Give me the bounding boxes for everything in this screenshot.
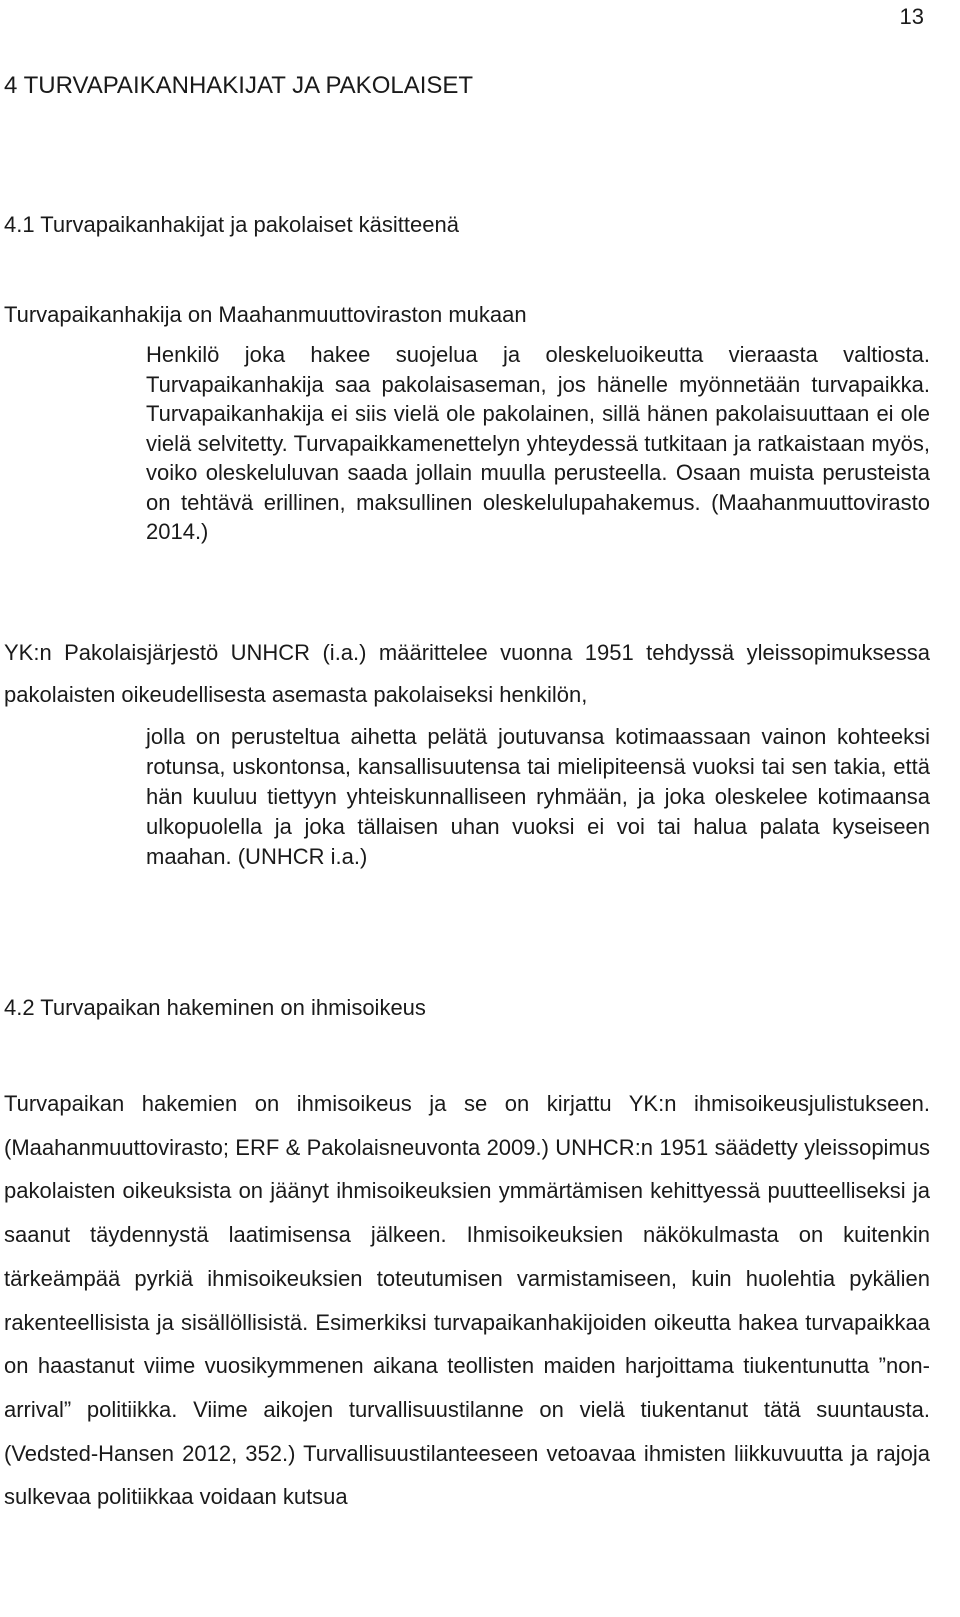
section-heading-4-1: 4.1 Turvapaikanhakijat ja pakolaiset käsitteenä: [4, 212, 459, 237]
chapter-heading: 4 TURVAPAIKANHAKIJAT JA PAKOLAISET: [4, 72, 474, 99]
unhcr-intro-paragraph: YK:n Pakolaisjärjestö UNHCR (i.a.) määrittelee vuonna 1951 tehdyssä yleissopimuksessa pakolaisten oikeudellisesta asemasta pakolaiseksi henkilön,: [4, 640, 930, 707]
intro-text: Turvapaikanhakija on Maahanmuuttoviraston mukaan: [4, 302, 527, 327]
block-quote-definition: Henkilö joka hakee suojelua ja oleskeluoikeutta vieraasta valtiosta. Turvapaikanhakija saa pakolaisaseman, jos hänelle myönnetään turvapaikka. Turvapaikanhakija ei siis vielä ole pakolainen, sillä hänen pakolaisuuttaan ei ole vielä selvitetty. Turvapaikkamenettelyn yhteydessä tutkitaan ja ratkaistaan myös, voiko oleskeluluvan saada jollain muulla perusteella. Osaan muista perusteista on tehtävä erillinen, maksullinen oleskelulupahakemus. (Maahanmuuttovirasto 2014.): [146, 342, 930, 544]
block-quote-unhcr: jolla on perusteltua aihetta pelätä joutuvansa kotimaassaan vainon kohteeksi rotunsa, uskontonsa, kansallisuutensa tai mielipiteensä vuoksi tai sen takia, että hän kuuluu tiettyyn yhteiskunnalliseen ryhmään, ja joka oleskelee kotimaansa ulkopuolella ja joka tällaisen uhan vuoksi ei voi tai halua palata kyseiseen maahan. (UNHCR i.a.): [146, 724, 930, 869]
section-heading-4-2: 4.2 Turvapaikan hakeminen on ihmisoikeus: [4, 995, 426, 1020]
body-paragraph: Turvapaikan hakemien on ihmisoikeus ja se on kirjattu YK:n ihmisoikeusjulistukseen. (Maahanmuuttovirasto; ERF & Pakolaisneuvonta 2009.) UNHCR:n 1951 säädetty yleissopimus pakolaisten oikeuksista on jäänyt ihmisoikeuksien ymmärtämisen kehittyessä puutteelliseksi ja saanut täydennystä laatimisensa jälkeen. Ihmisoikeuksien näkökulmasta on kuitenkin tärkeämpää pyrkiä ihmisoikeuksien toteutumisen varmistamiseen, kuin huolehtia pykälien rakenteellisista ja sisällöllisistä. Esimerkiksi turvapaikanhakijoiden oikeutta hakea turvapaikkaa on haastanut viime vuosikymmenen aikana teollisten maiden harjoittama tiukentunutta ”non-arrival” politiikka. Viime aikojen turvallisuustilanne on vielä tiukentanut tätä suuntausta. (Vedsted-Hansen 2012, 352.) Turvallisuustilanteeseen vetoavaa ihmisten liikkuvuutta ja rajoja sulkevaa politiikkaa voidaan kutsua: [4, 1091, 930, 1510]
page-number: 13: [899, 4, 924, 29]
